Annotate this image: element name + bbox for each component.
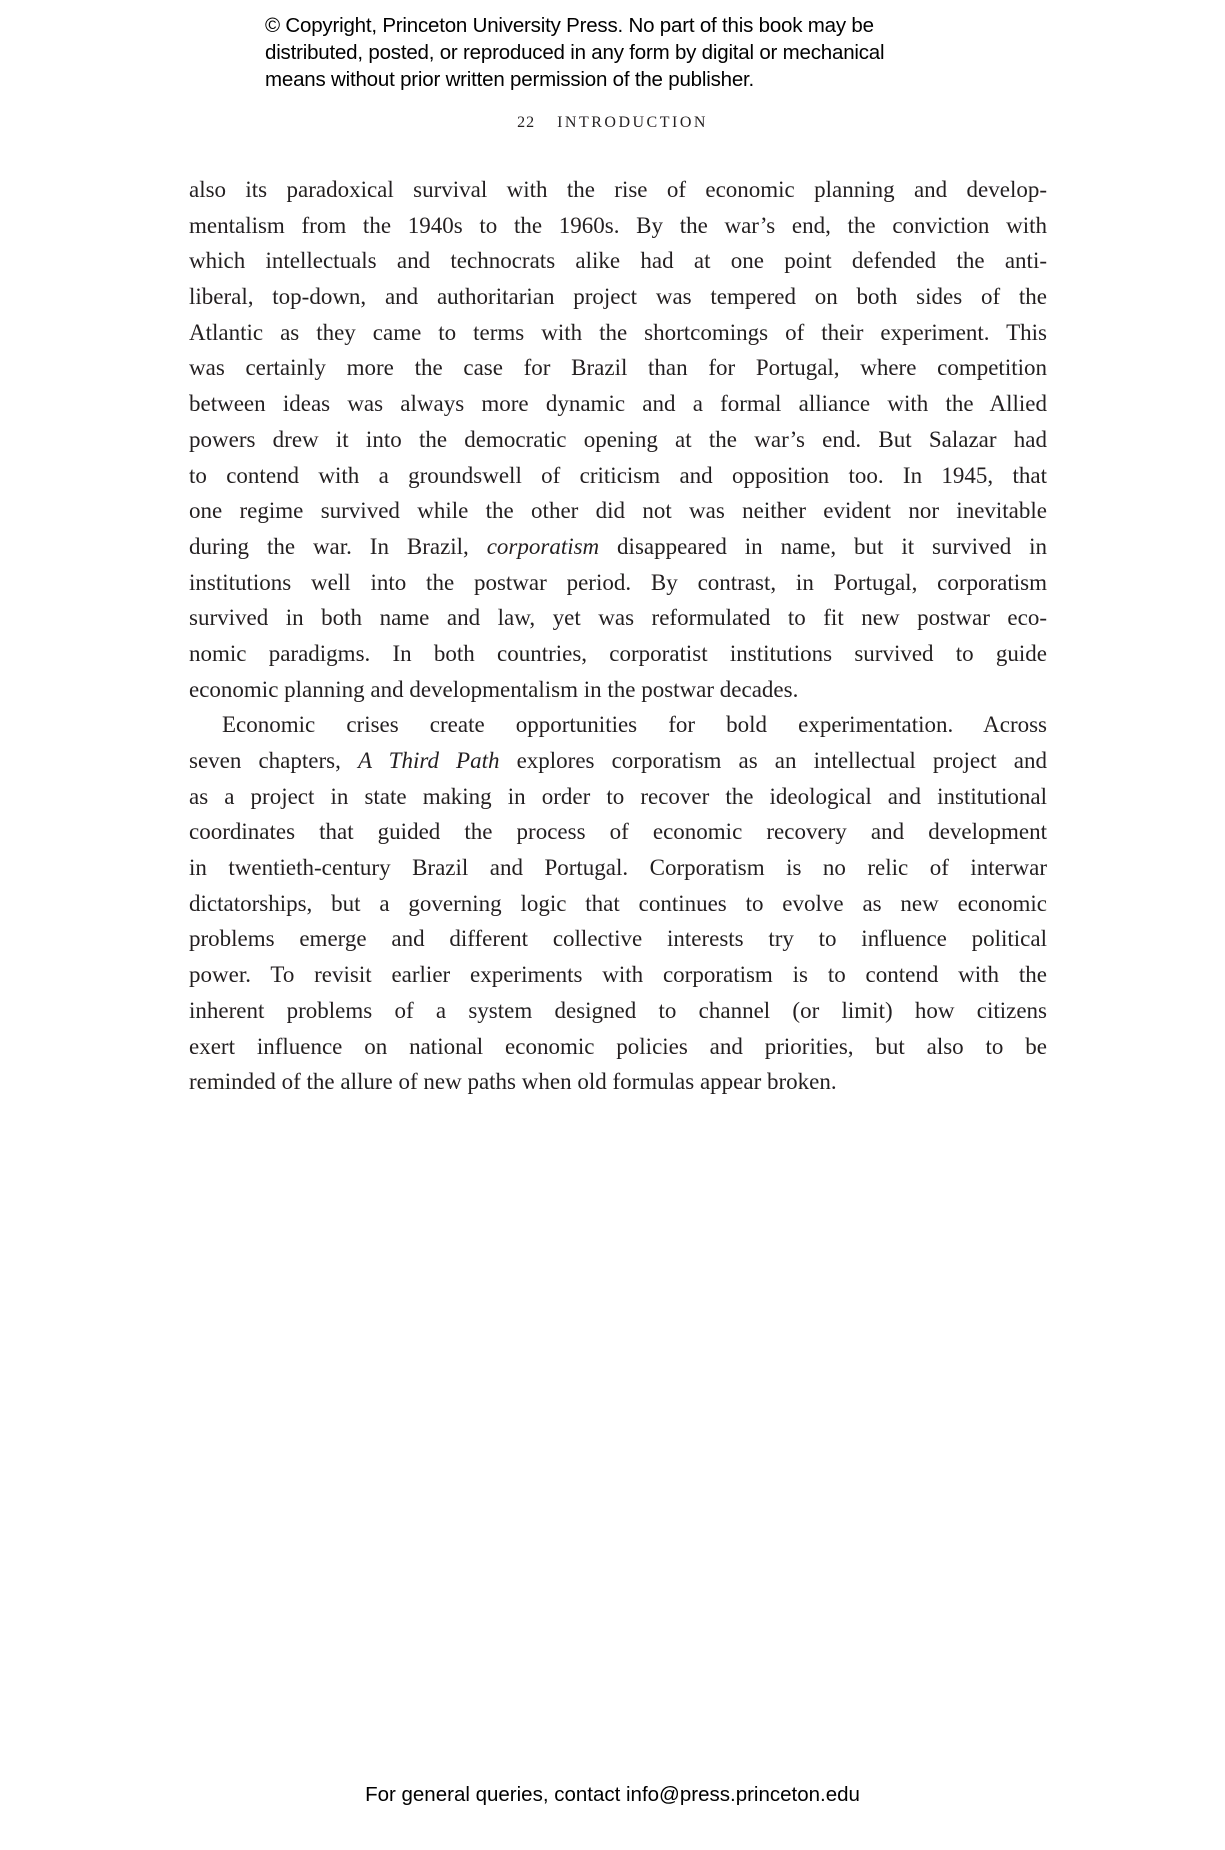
- text-line: [189, 707, 1047, 743]
- text-segment: liberal, top-down, and authoritarian project was tempered on both sides of the: [189, 284, 1047, 310]
- text-line: [189, 386, 1047, 422]
- text-segment: survived in both name and law, yet was reformulated to fit new postwar eco-: [189, 605, 1047, 631]
- text-segment: disappeared in name, but it survived in: [599, 533, 1047, 559]
- text-segment: seven chapters,: [189, 748, 358, 773]
- text-line: [189, 279, 1047, 315]
- text-line: [189, 458, 1047, 494]
- text-segment: dictatorships, but a governing logic that continues to evolve as new economic: [189, 890, 1047, 916]
- copyright-line: distributed, posted, or reproduced in any form by digital or mechanical: [265, 41, 885, 64]
- text-line: [189, 743, 1047, 779]
- text-line: [189, 672, 1047, 708]
- body-text: [189, 172, 1047, 1100]
- paragraph: [189, 707, 1047, 1100]
- text-segment: powers drew it into the democratic opening at the war’s end. But Salazar had: [189, 426, 1047, 452]
- italic-text: A Third Path: [357, 748, 500, 773]
- text-line: [189, 529, 1047, 565]
- text-line: [189, 636, 1047, 672]
- text-segment: explores corporatism as an intellectual project and: [499, 748, 1048, 773]
- text-segment: one regime survived while the other did not was neither evident nor inevitable: [189, 498, 1047, 524]
- text-segment: economic planning and developmentalism in the postwar decades.: [189, 676, 799, 702]
- running-head: [0, 114, 1225, 132]
- text-segment: which intellectuals and technocrats alike had at one point defended the anti-: [189, 248, 1047, 274]
- text-segment: Atlantic as they came to terms with the shortcomings of their experiment. This: [189, 319, 1047, 345]
- text-line: [189, 350, 1047, 386]
- text-line: [189, 315, 1047, 351]
- text-segment: exert influence on national economic policies and priorities, but also to be: [189, 1033, 1047, 1059]
- text-line: [189, 565, 1047, 601]
- text-segment: as a project in state making in order to recover the ideological and institutional: [189, 783, 1047, 809]
- footer-contact: For general queries, contact info@press.princeton.edu: [365, 1783, 860, 1806]
- text-segment: also its paradoxical survival with the rise of economic planning and develop-: [189, 177, 1047, 202]
- text-line: [189, 493, 1047, 529]
- text-segment: during the war. In Brazil,: [189, 533, 487, 559]
- copyright-line: © Copyright, Princeton University Press. No part of this book may be: [265, 14, 874, 37]
- text-line: [189, 172, 1047, 208]
- text-segment: reminded of the allure of new paths when old formulas appear broken.: [189, 1069, 837, 1095]
- text-line: [189, 208, 1047, 244]
- text-segment: was certainly more the case for Brazil than for Portugal, where competition: [189, 355, 1047, 381]
- text-segment: between ideas was always more dynamic and a formal alliance with the Allied: [189, 391, 1047, 417]
- text-line: [189, 850, 1047, 886]
- text-segment: nomic paradigms. In both countries, corporatist institutions survived to guide: [189, 640, 1047, 666]
- text-segment: institutions well into the postwar period. By contrast, in Portugal, corporatism: [189, 569, 1047, 595]
- text-line: [189, 243, 1047, 279]
- text-segment: coordinates that guided the process of economic recovery and development: [189, 819, 1047, 845]
- text-line: [189, 1064, 1047, 1100]
- text-line: [189, 886, 1047, 922]
- text-segment: inherent problems of a system designed to channel (or limit) how citizens: [189, 997, 1047, 1023]
- chapter-title: INTRODUCTION: [557, 114, 708, 131]
- page-number: 22: [517, 114, 536, 131]
- text-line: [189, 993, 1047, 1029]
- copyright-notice: [265, 12, 884, 93]
- text-segment: in twentieth-century Brazil and Portugal. Corporatism is no relic of interwar: [189, 855, 1047, 881]
- text-segment: Economic crises create opportunities for bold experimentation. Across: [222, 712, 1047, 738]
- text-line: [189, 921, 1047, 957]
- text-line: [189, 600, 1047, 636]
- text-line: [189, 814, 1047, 850]
- text-line: [189, 779, 1047, 815]
- text-segment: mentalism from the 1940s to the 1960s. By the war’s end, the conviction with: [189, 212, 1047, 238]
- copyright-line: means without prior written permission of the publisher.: [265, 68, 755, 91]
- text-segment: to contend with a groundswell of criticism and opposition too. In 1945, that: [189, 462, 1047, 488]
- paragraph: [189, 172, 1047, 707]
- italic-text: corporatism: [486, 533, 600, 559]
- text-line: [189, 957, 1047, 993]
- text-line: [189, 422, 1047, 458]
- text-line: [189, 1029, 1047, 1065]
- text-segment: power. To revisit earlier experiments with corporatism is to contend with the: [189, 962, 1047, 988]
- text-segment: problems emerge and different collective interests try to influence political: [189, 926, 1047, 952]
